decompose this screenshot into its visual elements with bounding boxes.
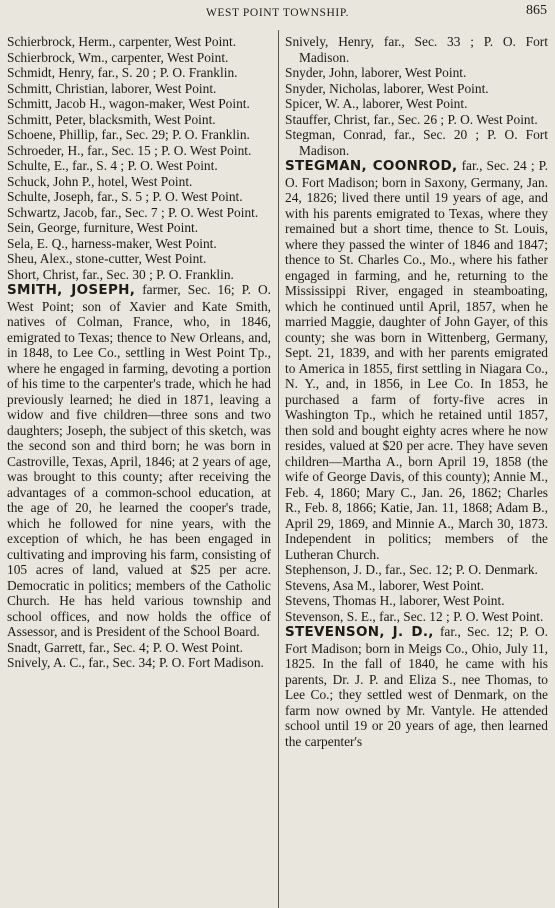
directory-entry: Stevens, Thomas H., laborer, West Point. xyxy=(285,593,505,608)
biography-entry xyxy=(285,624,548,749)
biography-entry xyxy=(285,158,548,562)
directory-entry: Schmitt, Peter, blacksmith, West Point. xyxy=(7,111,216,127)
directory-entry: Stegman, Conrad, far., Sec. 20 ; P. O. Fort Madison. xyxy=(285,127,548,158)
directory-entry: Stevens, Asa M., laborer, West Point. xyxy=(285,577,484,593)
biography-name: STEVENSON, J. D., xyxy=(285,624,434,640)
directory-entry: Snyder, John, laborer, West Point. xyxy=(285,65,467,80)
running-title: WEST POINT TOWNSHIP. xyxy=(205,7,350,19)
left-column xyxy=(7,34,271,671)
directory-entry: Schmidt, Henry, far., S. 20 ; P. O. Franklin. xyxy=(7,65,238,80)
biography-name: SMITH, JOSEPH, xyxy=(7,282,136,298)
biography-entry xyxy=(7,282,271,640)
directory-entry: Sheu, Alex., stone-cutter, West Point. xyxy=(7,251,207,266)
directory-entry: Snadt, Garrett, far., Sec. 4; P. O. West Point. xyxy=(7,639,243,655)
directory-entry: Schuck, John P., hotel, West Point. xyxy=(7,173,193,189)
directory-entry: Snyder, Nicholas, laborer, West Point. xyxy=(285,80,489,96)
directory-entry: Stevenson, S. E., far., Sec. 12 ; P. O. West Point. xyxy=(285,608,544,624)
directory-entry: Stauffer, Christ, far., Sec. 26 ; P. O. West Point. xyxy=(285,111,538,127)
directory-entry: Schulte, E., far., S. 4 ; P. O. West Point. xyxy=(7,158,218,173)
directory-entry: Schulte, Joseph, far., S. 5 ; P. O. West Point. xyxy=(7,189,243,204)
directory-entry: Schierbrock, Wm., carpenter, West Point. xyxy=(7,49,229,65)
biography-text: far., Sec. 24 ; P. O. Fort Madison; born in Saxony, Germany, Jan. 24, 1826; lived there until 19 years of age, and with his parents emigrated to Texas, where they remained but a short time, thence to St. Louis, where they passed the winter of 1846 and 1847; thence to St. Charles Co., Mo., where his father engaged in farming, and he, returning to the Mississippi River, engaged in steamboating, which he continued until April, 1857, when he married Maggie, daughter of John Gayer, of this county; she was born in Wittenberg, Germany, Sept. 21, 1839, and with her parents emigrated to America in 1855, first settling in Niagara Co., N. Y., and, in 1856, in Lee Co. In 1853, he purchased a farm of forty-five acres in Washington Tp., which he retained until 1857, then sold and bought eighty acres where he now resides, valued at $20 per acre. They have seven children—Martha A., born April 19, 1858 (the wife of George Davis, of this county); Annie M., Feb. 4, 1860; Mary C., Jan. 26, 1862; Charles R., Feb. 8, 1866; Katie, Jan. 11, 1868; Adam B., April 29, 1869, and Minnie A., March 30, 1873. Independent in politics; members of the Lutheran Church. xyxy=(285,158,548,562)
page-number: 865 xyxy=(526,3,547,18)
biography-name: STEGMAN, COONROD, xyxy=(285,158,458,174)
directory-entry: Schroeder, H., far., Sec. 15 ; P. O. West Point. xyxy=(7,142,252,158)
directory-entry: Schmitt, Jacob H., wagon-maker, West Point. xyxy=(7,96,250,111)
directory-entry: Schoene, Phillip, far., Sec. 29; P. O. Franklin. xyxy=(7,127,250,142)
directory-entry: Spicer, W. A., laborer, West Point. xyxy=(285,96,468,111)
right-column xyxy=(285,34,548,749)
directory-entry: Sela, E. Q., harness-maker, West Point. xyxy=(7,235,217,251)
directory-entry: Snively, A. C., far., Sec. 34; P. O. Fort Madison. xyxy=(7,655,264,670)
directory-entry: Sein, George, furniture, West Point. xyxy=(7,220,199,235)
page-header xyxy=(0,0,555,30)
directory-entry: Schmitt, Christian, laborer, West Point. xyxy=(7,80,217,96)
directory-entry: Schierbrock, Herm., carpenter, West Point. xyxy=(7,34,237,49)
directory-entry: Short, Christ, far., Sec. 30 ; P. O. Franklin. xyxy=(7,266,234,282)
column-divider xyxy=(278,30,279,908)
directory-entry: Stephenson, J. D., far., Sec. 12; P. O. Denmark. xyxy=(285,562,538,577)
directory-entry: Snively, Henry, far., Sec. 33 ; P. O. Fort Madison. xyxy=(285,34,548,65)
biography-text: far., Sec. 12; P. O. Fort Madison; born in Meigs Co., Ohio, July 11, 1825. In the fall of 1840, he came with his parents, Dr. J. P. and Eliza S., nee Thomas, to Lee Co.; they settled west of Denmark, on the farm now owned by Mr. Vantyle. He attended school until 19 or 20 years of age, then learned the carpenter's xyxy=(285,624,548,749)
biography-text: farmer, Sec. 16; P. O. West Point; son of Xavier and Kate Smith, natives of Colman, France, who, in 1846, emigrated to Texas; thence to New Orleans, and, in 1848, to Lee Co., settling in West Point Tp., where he engaged in farming, devoting a portion of his time to the carpenter's trade, which he had previously learned; he died in 1871, leaving a widow and five children—three sons and two daughters; Joseph, the subject of this sketch, was the second son and third born; he was born in Castroville, Texas, April, 1846; at 2 years of age, was brought to this county; after receiving the advantages of a common-school education, at the age of 20, he learned the cooper's trade, which he followed for nine years, with the exception of which, he has been engaged in cultivating and improving his farm, consisting of 105 acres of land, valued at $25 per acre. Democratic in politics; members of the Catholic Church. He has held various township and school offices, and now holds the office of Assessor, and is President of the School Board. xyxy=(7,282,272,639)
directory-entry: Schwartz, Jacob, far., Sec. 7 ; P. O. West Point. xyxy=(7,204,259,220)
